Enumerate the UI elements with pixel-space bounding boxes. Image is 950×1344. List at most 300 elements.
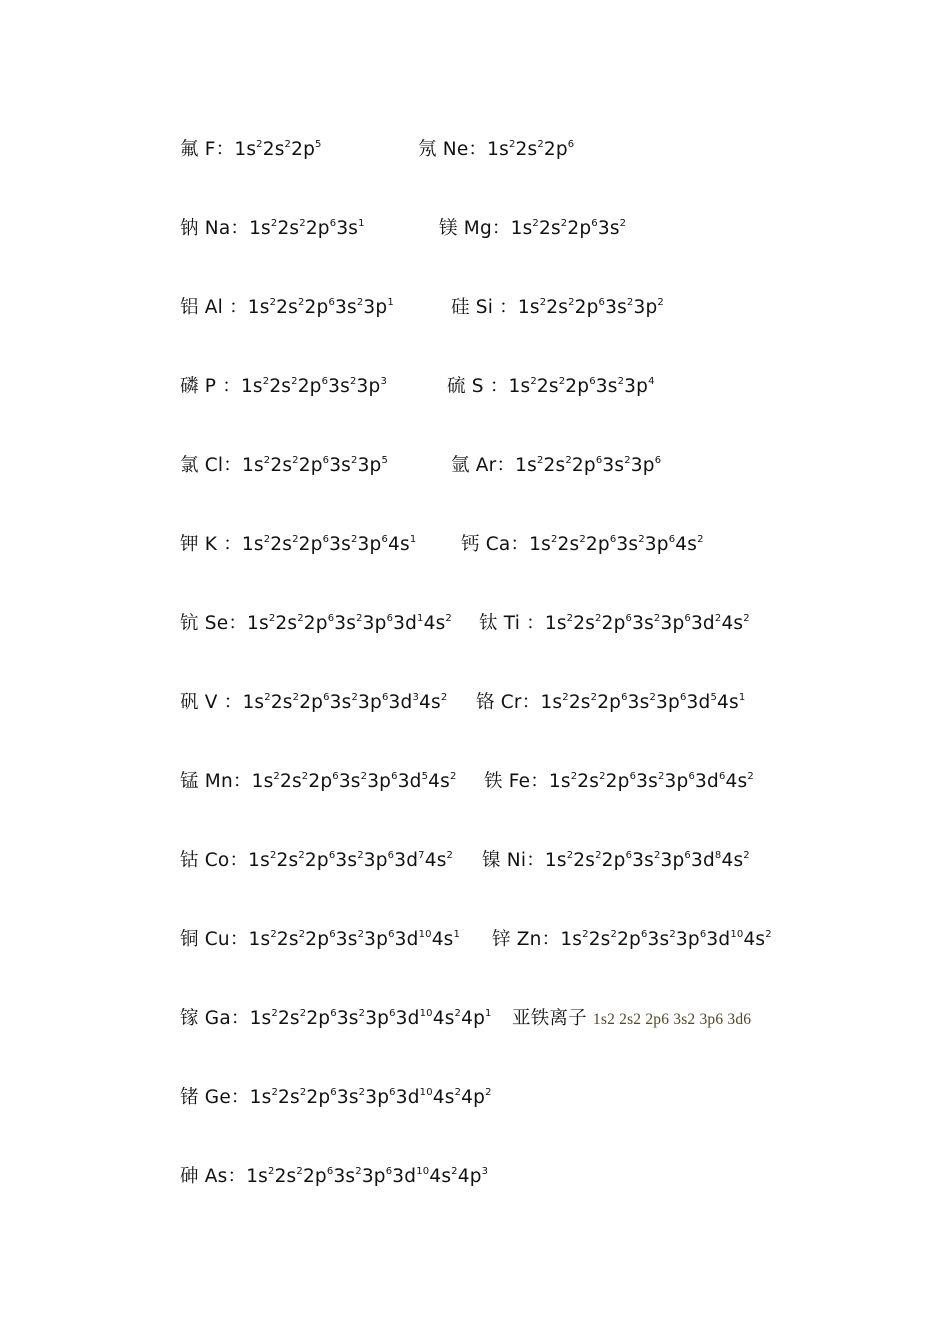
orbital: 3d [392, 1166, 417, 1187]
orbital: 2s [573, 613, 596, 634]
orbital: 1s [234, 139, 257, 160]
electron-count: 2 [508, 139, 516, 150]
orbital: 3d [388, 692, 413, 713]
orbital: 4p [461, 1087, 486, 1108]
element-name: 锗 [180, 1087, 199, 1108]
element-config-left [180, 451, 388, 481]
electron-count: 2 [271, 1087, 278, 1098]
orbital: 3p [660, 613, 685, 634]
element-symbol: Cl [204, 455, 224, 476]
orbital: 1s [487, 139, 509, 160]
orbital: 3p [357, 534, 382, 555]
electron-count: 2 [270, 218, 278, 229]
orbital: 2s [269, 376, 292, 397]
electron-count: 2 [550, 534, 558, 545]
element-name: 铁 [484, 771, 503, 792]
electron-count: 2 [449, 771, 457, 782]
electron-count: 6 [326, 1166, 334, 1177]
electron-count: 2 [269, 297, 277, 308]
orbital: 4p [461, 1008, 486, 1029]
orbital: 3s [328, 376, 350, 397]
orbital: 2p [303, 613, 328, 634]
electron-count: 2 [536, 455, 544, 466]
orbital: 3s [333, 1166, 356, 1187]
electron-count: 6 [699, 929, 707, 940]
separator: ： [230, 1008, 250, 1029]
element-symbol: Ne [442, 139, 469, 160]
orbital: 1s [508, 376, 531, 397]
element-symbol: Ar [475, 455, 497, 476]
element-symbol: Mn [204, 771, 233, 792]
element-name: 矾 [180, 692, 199, 713]
orbital: 2s [276, 297, 298, 318]
element-name: 砷 [180, 1166, 199, 1187]
orbital: 3s [632, 613, 654, 634]
electron-count: 2 [297, 297, 305, 308]
electron-count: 3 [481, 1166, 489, 1177]
orbital: 3s [336, 218, 359, 239]
separator: ： [230, 218, 250, 239]
electron-count: 6 [330, 1087, 337, 1098]
orbital: 1s [510, 218, 533, 239]
element-config-right [484, 767, 754, 797]
electron-count: 2 [301, 771, 309, 782]
separator: ： [483, 376, 509, 397]
orbital: 3s [336, 1087, 359, 1108]
orbital: 2p [306, 1008, 331, 1029]
separator: ： [229, 929, 249, 950]
orbital: 3s [636, 771, 658, 792]
orbital: 2s [270, 534, 293, 555]
electron-count: 6 [322, 455, 330, 466]
electron-count: 2 [355, 1166, 362, 1177]
element-config-right [439, 214, 626, 244]
electron-count: 2 [349, 376, 357, 387]
element-config-right [418, 135, 574, 165]
orbital: 3p [633, 297, 658, 318]
orbital: 3s [329, 692, 352, 713]
orbital: 2s [277, 218, 300, 239]
orbital: 2p [305, 929, 330, 950]
separator: ： [228, 613, 248, 634]
electron-count: 2 [626, 297, 634, 308]
orbital: 3p [364, 929, 389, 950]
element-config-left [180, 767, 457, 797]
electron-count: 2 [445, 613, 452, 624]
electron-count: 6 [625, 850, 633, 861]
config-row [0, 1162, 950, 1192]
electron-count: 1 [738, 692, 746, 703]
orbital: 2s [276, 850, 299, 871]
element-symbol: Si [475, 297, 494, 318]
separator: ： [468, 139, 488, 160]
orbital: 2p [601, 613, 626, 634]
orbital: 3s [334, 613, 357, 634]
element-config-right [451, 293, 664, 323]
element-name: 钾 [180, 534, 199, 555]
element-symbol: P [204, 376, 217, 397]
orbital: 3p [357, 455, 382, 476]
orbital: 1s [240, 376, 263, 397]
electron-count: 2 [451, 1166, 458, 1177]
separator: ： [223, 455, 242, 476]
orbital: 3p [675, 929, 700, 950]
orbital: 4s [424, 850, 447, 871]
electron-count: 6 [567, 139, 575, 150]
orbital: 3p [664, 771, 689, 792]
electron-count: 6 [625, 613, 633, 624]
electron-count: 10 [418, 929, 432, 940]
electron-count: 2 [454, 1087, 462, 1098]
electron-count: 2 [271, 1008, 278, 1019]
element-symbol: K [204, 534, 218, 555]
element-name: 氖 [418, 139, 437, 160]
electron-count: 2 [351, 692, 359, 703]
electron-count: 6 [684, 613, 691, 624]
element-config-right [492, 925, 772, 955]
electron-count: 2 [765, 929, 772, 940]
config-row [0, 609, 950, 639]
orbital: 3s [595, 376, 618, 397]
element-config-left [180, 846, 453, 876]
orbital: 1s [560, 929, 583, 950]
electron-count: 6 [391, 771, 398, 782]
electron-count: 2 [292, 455, 299, 466]
orbital: 2s [278, 1087, 300, 1108]
orbital: 2s [588, 929, 611, 950]
orbital: 4s [717, 692, 739, 713]
electron-count: 2 [669, 929, 676, 940]
element-name: 钙 [461, 534, 480, 555]
element-name: 钛 [479, 613, 498, 634]
separator: ： [526, 850, 545, 871]
orbital: 1s [548, 771, 571, 792]
element-symbol: Se [204, 613, 229, 634]
separator: ： [229, 850, 249, 871]
element-config-left [180, 1083, 492, 1113]
separator: ： [530, 771, 549, 792]
electron-count: 2 [264, 692, 271, 703]
orbital: 3s [335, 850, 358, 871]
orbital: 4s [432, 1087, 455, 1108]
orbital: 1s [515, 455, 537, 476]
orbital: 3d [690, 850, 715, 871]
electron-count: 5 [710, 692, 718, 703]
electron-count: 10 [730, 929, 744, 940]
orbital: 2p [299, 692, 324, 713]
orbital: 2p [304, 850, 329, 871]
electron-count: 2 [440, 692, 448, 703]
element-config-right [451, 451, 661, 481]
electron-count: 6 [332, 771, 339, 782]
orbital: 3d [394, 929, 419, 950]
orbital: 3s [597, 218, 620, 239]
element-name: 氯 [180, 455, 199, 476]
orbital: 1s [241, 534, 264, 555]
element-config-left [180, 925, 460, 955]
element-symbol: Ca [485, 534, 511, 555]
electron-count: 5 [315, 139, 322, 150]
element-symbol: S [471, 376, 484, 397]
electron-count: 2 [624, 455, 631, 466]
electron-count: 2 [446, 850, 454, 861]
electron-count: 2 [657, 297, 664, 308]
orbital: 3s [335, 929, 358, 950]
electron-count: 2 [657, 771, 665, 782]
element-config-left [180, 1162, 488, 1192]
electron-count: 6 [589, 376, 596, 387]
electron-count: 1 [409, 534, 417, 545]
element-name: 锌 [492, 929, 511, 950]
element-symbol: Ga [204, 1008, 231, 1029]
orbital: 2s [279, 771, 302, 792]
element-symbol: Co [204, 850, 230, 871]
orbital: 3p [630, 455, 655, 476]
electron-count: 2 [360, 771, 368, 782]
element-symbol: Fe [508, 771, 531, 792]
electron-count: 2 [350, 534, 358, 545]
electron-count: 5 [381, 455, 389, 466]
electron-count: 6 [389, 1008, 396, 1019]
electron-count: 2 [292, 534, 299, 545]
orbital: 3s [336, 1008, 359, 1029]
orbital: 2p [605, 771, 630, 792]
element-symbol: Mg [463, 218, 492, 239]
electron-count: 6 [591, 218, 598, 229]
separator: ： [230, 1087, 250, 1108]
element-name: 镓 [180, 1008, 199, 1029]
element-symbol: V [204, 692, 218, 713]
orbital: 3p [660, 850, 685, 871]
electron-count: 2 [653, 613, 661, 624]
element-config-right [461, 530, 704, 560]
orbital: 1s [242, 692, 265, 713]
orbital: 4s [743, 929, 766, 950]
element-config-right [512, 1004, 751, 1035]
orbital: 2p [298, 534, 323, 555]
orbital: 2s [546, 297, 569, 318]
element-name: 铜 [180, 929, 199, 950]
orbital: 2s [274, 1166, 297, 1187]
electron-count: 8 [714, 850, 722, 861]
orbital: 1s [544, 613, 567, 634]
orbital: 3d [397, 771, 422, 792]
electron-count: 6 [329, 218, 337, 229]
electron-count: 2 [697, 534, 704, 545]
orbital: 2s [536, 376, 559, 397]
electron-count: 1 [417, 613, 424, 624]
orbital: 2s [515, 139, 538, 160]
orbital: 1s [246, 1166, 269, 1187]
element-name: 铬 [476, 692, 495, 713]
orbital: 1s [529, 534, 551, 555]
electron-count: 2 [299, 218, 306, 229]
separator: ： [217, 692, 243, 713]
electron-count: 2 [298, 929, 306, 940]
orbital: 3d [395, 1087, 420, 1108]
config-row [0, 846, 950, 876]
electron-count: 2 [743, 613, 750, 624]
separator: ： [496, 455, 516, 476]
element-symbol: Al [204, 297, 223, 318]
electron-count: 2 [537, 139, 544, 150]
electron-count: 10 [419, 1087, 433, 1098]
element-name: 镁 [439, 218, 458, 239]
electron-count: 2 [269, 850, 277, 861]
orbital: 4s [721, 613, 744, 634]
orbital: 2p [601, 850, 626, 871]
config-row [0, 293, 950, 323]
electron-count: 6 [640, 929, 648, 940]
orbital: 3p [363, 297, 388, 318]
element-config-left [180, 372, 387, 402]
separator: ： [217, 534, 242, 555]
orbital: 1s [249, 1008, 272, 1029]
electron-count: 2 [562, 692, 569, 703]
orbital: 3p [356, 376, 381, 397]
separator: ： [493, 297, 518, 318]
config-row [0, 767, 950, 797]
element-config-left [180, 1004, 492, 1034]
separator: ： [521, 692, 541, 713]
plain-configuration: 1s2 2s2 2p6 3s2 3p6 3d6 [592, 1011, 752, 1028]
electron-count: 2 [566, 850, 574, 861]
electron-count: 2 [582, 929, 589, 940]
electron-count: 6 [629, 771, 637, 782]
orbital: 4s [675, 534, 698, 555]
electron-count: 6 [388, 929, 395, 940]
element-symbol: Cr [500, 692, 522, 713]
config-row [0, 688, 950, 718]
element-name: 铝 [180, 297, 199, 318]
electron-count: 2 [565, 455, 572, 466]
electron-count: 2 [617, 376, 625, 387]
orbital: 4s [428, 771, 450, 792]
electron-count: 2 [299, 1087, 307, 1098]
orbital: 3s [602, 455, 625, 476]
separator: ： [232, 771, 252, 792]
electron-count: 6 [328, 850, 336, 861]
orbital: 2s [270, 692, 293, 713]
electron-count: 6 [321, 376, 329, 387]
electron-count: 1 [485, 1008, 492, 1019]
orbital: 3s [338, 771, 361, 792]
orbital: 3p [363, 850, 388, 871]
element-config-left [180, 293, 394, 323]
orbital: 2p [571, 455, 596, 476]
orbital: 3s [647, 929, 670, 950]
orbital: 2p [291, 139, 316, 160]
electron-count: 2 [357, 850, 364, 861]
electron-count: 10 [416, 1166, 430, 1177]
orbital: 4s [419, 692, 441, 713]
electron-count: 6 [688, 771, 696, 782]
orbital: 3p [361, 1166, 386, 1187]
orbital: 3p [644, 534, 669, 555]
electron-count: 2 [268, 613, 276, 624]
element-config-left [180, 135, 322, 165]
element-name: 磷 [180, 376, 199, 397]
orbital: 2s [270, 455, 293, 476]
electron-count: 2 [532, 218, 539, 229]
orbital: 3p [656, 692, 680, 713]
element-config-right [479, 609, 750, 639]
electron-count: 6 [381, 692, 389, 703]
electron-count: 2 [358, 1087, 366, 1098]
element-config-right [482, 846, 750, 876]
electron-count: 2 [263, 455, 271, 466]
element-symbol: Ti [503, 613, 521, 634]
config-row [0, 214, 950, 244]
orbital: 3p [362, 613, 387, 634]
electron-count: 6 [679, 692, 687, 703]
orbital: 2p [585, 534, 610, 555]
element-symbol: As [204, 1166, 228, 1187]
electron-count: 2 [599, 771, 606, 782]
electron-count: 2 [590, 692, 598, 703]
electron-count: 2 [649, 692, 657, 703]
orbital: 2s [568, 692, 591, 713]
electron-count: 2 [268, 1166, 275, 1177]
electron-count: 6 [323, 692, 330, 703]
orbital: 3s [632, 850, 654, 871]
element-symbol: Na [204, 218, 231, 239]
electron-count: 4 [648, 376, 655, 387]
element-name: 硫 [447, 376, 466, 397]
electron-count: 2 [579, 534, 586, 545]
element-config-right [476, 688, 745, 718]
electron-count: 1 [358, 218, 365, 229]
electron-count: 6 [598, 297, 606, 308]
orbital: 3s [335, 297, 357, 318]
electron-count: 3 [380, 376, 388, 387]
element-name: 氩 [451, 455, 470, 476]
orbital: 1s [540, 692, 563, 713]
orbital: 1s [248, 850, 270, 871]
electron-count: 2 [291, 376, 298, 387]
element-name: 钪 [180, 613, 199, 634]
electron-count: 6 [595, 455, 603, 466]
electron-count: 2 [292, 692, 300, 703]
orbital: 1s [247, 297, 270, 318]
element-config-left [180, 688, 447, 718]
config-row [0, 925, 950, 955]
electron-count: 2 [351, 455, 358, 466]
separator: ： [216, 376, 241, 397]
orbital: 3p [358, 692, 382, 713]
electron-count: 2 [485, 1087, 492, 1098]
orbital: 1s [249, 1087, 272, 1108]
orbital: 2p [304, 297, 329, 318]
orbital: 2p [574, 297, 599, 318]
electron-count: 6 [386, 613, 394, 624]
electron-count: 6 [668, 534, 676, 545]
orbital: 2p [298, 455, 323, 476]
orbital: 4s [423, 613, 446, 634]
electron-count: 2 [296, 1166, 303, 1177]
orbital: 3s [329, 534, 351, 555]
orbital: 4s [388, 534, 410, 555]
orbital: 3p [365, 1087, 390, 1108]
orbital: 2s [543, 455, 566, 476]
orbital: 3s [605, 297, 627, 318]
config-row [0, 451, 950, 481]
electron-count: 2 [356, 297, 364, 308]
electron-count: 6 [654, 455, 662, 466]
electron-count: 6 [387, 850, 395, 861]
orbital: 2p [567, 218, 592, 239]
electron-count: 2 [356, 613, 363, 624]
